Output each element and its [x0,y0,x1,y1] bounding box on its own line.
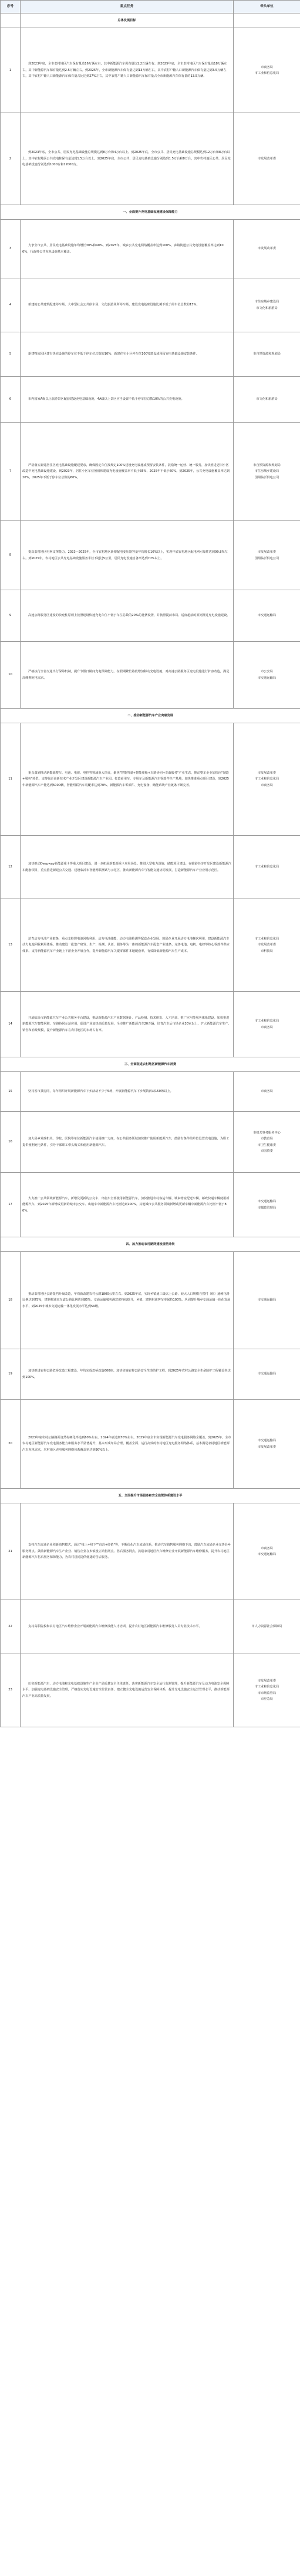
lead-departments [234,377,300,423]
lead-department: 市交通运输局 [257,614,277,618]
table-row [1,1503,300,1600]
lead-department: 市住房城乡建设局 [254,300,279,304]
row-number: 6 [1,377,21,423]
lead-departments [234,1600,300,1653]
lead-department: 市应急局 [261,1697,273,1701]
lead-department: 市文化和旅游局 [256,397,278,401]
lead-departments [234,836,300,899]
lead-departments [234,1173,300,1237]
header-task: 重点任务 [21,1,234,13]
lead-departments [234,992,300,1057]
table-body [1,13,300,1727]
lead-departments [234,1112,300,1173]
section-title: 五、全面提升市场服务和安全监管体系建设水平 [1,1489,300,1503]
row-number: 1 [1,28,21,113]
row-number: 22 [1,1600,21,1653]
task-text: 严格落实新建居住区充电基础设施配建要求，确保固定车位按规定100%建设充电设施或预留安装条件，鼓励统一运营、统一服务，加快推进老旧小区改造中充电基础设施建设，到2023年，居住小区车位预留和建设充电设施覆盖率不低于35%，2025年不低于60%。到2025年，公共充电设施覆盖率达到20%，2025年不低于停车位总数的60%。 [21,423,234,521]
task-text: 支持汽车流通企业创新销售模式，通过"线上+线下""直营+经销"等，不断优化汽车流通体系，推动汽车销售服务网络下沉，鼓励汽车流通企业完善县乡服务网点。鼓励新能源汽车生产企业、销售企业在乡镇设立销售网点、售后服务网点，鼓励农村地区汽车维修企业开展新能源汽车维修服务，提升农村地区新能源汽车售后服务保障能力，为农村居民提供便捷的售后服务。 [21,1503,234,1600]
lead-department: 市发展改革委 [257,771,277,775]
task-text: 加大县乡党政机关、学校、医院等单位新能源汽车使用推广力度，在公共服务领域加快推广使用新能源汽车，鼓励有条件的单位设置充电设施，为职工提供便利充电条件，引导干部职工带头购买和使用新能源汽车。 [21,1112,234,1173]
row-number: 12 [1,836,21,899]
table-row [1,377,300,423]
lead-department: 市交通运输局 [257,1553,277,1556]
row-number: 23 [1,1653,21,1727]
table-row [1,28,300,113]
lead-department: 市发展改革委 [257,1445,277,1449]
lead-departments [234,1653,300,1727]
table-row [1,332,300,377]
row-number: 4 [1,278,21,332]
table-row [1,1173,300,1237]
table-row [1,521,300,590]
lead-department: 市商务局 [261,65,273,69]
table-row [1,1072,300,1112]
lead-departments [234,220,300,278]
row-number: 16 [1,1112,21,1173]
table-row [1,1400,300,1489]
table-row [1,992,300,1057]
task-text: 到2023年底，全市公共、居民充电基础设施总规模达到8万台和4万台以上。到2025年底，全市公共、居民充电基础设施总规模达到12万台和8万台以上，其中农村地区公共充电桩保有量达到1.5万台以上。到2025年底，全市公共、居民充电基础设施分别达到1.5万台和8万台，其中农村地区公共、居民充电基础设施分别达到1000台和12000台。 [21,113,234,205]
section-title-row [1,1057,300,1072]
lead-department: 市科技局 [261,949,273,953]
table-header-row [1,1,300,13]
lead-departments [234,1252,300,1349]
table-row [1,1349,300,1400]
lead-departments [234,423,300,521]
table-row [1,423,300,521]
lead-department: 市人力资源社会保障局 [251,1624,282,1628]
table-row [1,590,300,642]
lead-department: 市卫生健康委 [257,1143,277,1147]
header-num: 序号 [1,1,21,13]
lead-department: 市工业和信息化局 [254,1685,279,1689]
lead-department: 市商务局 [261,783,273,787]
task-text: 大力推广公共领域新能源汽车，新增及更新的公交车、出租车全部使用新能源汽车，加快推进农村客运车辆、城乡物流配送车辆、邮政快递车辆使用新能源汽车，到2025年新增或更新的城市公交车、出租车中新能源汽车比例达到100%，其他城市公共服务领域新增或更新车辆中新能源汽车比例不低于80%。 [21,1173,234,1237]
lead-departments [234,590,300,642]
task-text: 高速公路服务区建设的快充桩原则上按照建设快速充电车位不低于车位总数的20%的比例设置，并按照提前布局、适度超前的原则推进充电设施建设。 [21,590,234,642]
row-number: 20 [1,1400,21,1489]
task-text: 新建的公共建筑配建停车场、大中型社会公共停车场、文化旅游场所停车场，建设充电基础设施比例不低于停车位总数的15%。 [21,278,234,332]
lead-department: 国网临沂供电公司 [254,475,279,479]
table-row [1,642,300,709]
task-text: 推动农村地区公路提档升级改造，年均新改建农村公路1800公里左右。到2025年底，实现乡镇通三级以上公路、较大人口规模自然村（组）通硬化路比例达到75%，建制村通双车道公路比例达到85%，交通运输服务满意度持续提升，乡镇、建制村通客车率保持100%。巩固提升城乡交通运输一体化发展水平，到2025年城乡交通运输一体化发展水平达到5A级。 [21,1252,234,1349]
lead-department: 市交通运输局 [257,1439,277,1443]
lead-department: 市交通运输局 [257,676,277,680]
lead-department: 市交通运输局 [257,1298,277,1302]
lead-department: 市教育局 [261,1137,273,1141]
task-text: 支持高职院校和农村地区汽车维修企业开展新能源汽车维修技能人才培训，提升农村地区新能源汽车维修服务人员专业技术水平。 [21,1600,234,1653]
section-title: 二、推动新能源汽车产业突破发展 [1,709,300,723]
lead-department: 市商务局 [261,1025,273,1029]
lead-department: 市发展改革委 [257,550,277,554]
lead-departments [234,278,300,332]
table-row [1,1600,300,1653]
lead-departments [234,1072,300,1112]
table-row [1,278,300,332]
row-number: 2 [1,113,21,205]
lead-department: 市发展改革委 [257,247,277,251]
table-row [1,1112,300,1173]
lead-departments [234,642,300,709]
section-title: 四、加力推动农村路网建设提档升级 [1,1237,300,1252]
lead-departments [234,521,300,590]
lead-departments [234,332,300,377]
task-text: 压实新能源汽车、动力电池和充电基础设施生产企业产品质量安全主体责任，落实新能源汽车安全运行监测管理，提升新能源汽车及动力电池安全保障水平。加强充电基础设施安全管理，严格落实充电设施安全监管责任，建立健全充电设施运营安全保障体系，提升充电设施安全运营管理水平，推动新能源汽车产业高质量发展。 [21,1653,234,1727]
lead-department: 市市场监管局 [257,1691,277,1695]
lead-department: 市交通运输局 [257,1200,277,1204]
lead-departments [234,1349,300,1400]
section-title-row [1,1489,300,1503]
lead-department: 市工业和信息化局 [254,1019,279,1023]
lead-department: 市发展改革委 [257,943,277,947]
lead-department: 市商务局 [261,1090,273,1094]
goal-title-row [1,13,300,28]
lead-department: 市商务局 [261,1546,273,1550]
lead-department: 市交通运输局 [257,1372,277,1376]
row-number: 11 [1,723,21,836]
lead-department: 市工业和信息化局 [254,865,279,869]
row-number: 14 [1,992,21,1057]
lead-department: 市工业和信息化局 [254,937,279,941]
lead-department: 市国资委 [261,1149,273,1153]
task-text: 加快推动Deepway新能源重卡等重大项目建设，进一步拓展新能源重卡应用场景。推进大型电力设施、储能项目建设，在临港经济开发区建设新能源汽车配套项目，重点推进新建公共交通、建设临沂市智能网联测试与示范区，推动新能源汽车与智能交通协同发展，打造新能源汽车产业应用示范区。 [21,836,234,899]
lead-departments [234,28,300,113]
row-number: 19 [1,1349,21,1400]
task-text: 坚持省市县协同，每年组织开展新能源汽车下乡活动不少于5场，开展新能源汽车下乡展销活动150场以上。 [21,1072,234,1112]
lead-department: 市发展改革委 [257,156,277,161]
task-text: 市内国家A级以上旅游景区配套建设充电基础设施，4A级以上景区应当设置不低于停车位总数10%的公共充电设施。 [21,377,234,423]
table-row [1,836,300,899]
row-number: 15 [1,1072,21,1112]
task-text: 新建物流园区建有快充设施的停车位不低于停车位总数的10%；新建住宅小区停车位100%建设或预留充电基础设施安装条件。 [21,332,234,377]
section-title-row [1,1237,300,1252]
table-row [1,220,300,278]
section-title: 三、全面促进农村地区新能源汽车消费 [1,1057,300,1072]
table-row [1,723,300,836]
lead-departments [234,113,300,205]
row-number: 13 [1,899,21,992]
lead-departments [234,899,300,992]
row-number: 10 [1,642,21,709]
section-title: 一、全面提升充电基础设施建设保障能力 [1,205,300,220]
lead-departments [234,723,300,836]
table-row [1,1252,300,1349]
task-text: 加快推进农村公路危桥改造工程建设，年均完成危桥改造600座。加快实施农村公路安全生命防护工程，到2025年农村公路安全生命防护工程覆盖率达到100%。 [21,1349,234,1400]
row-number: 17 [1,1173,21,1237]
table-row [1,1653,300,1727]
lead-departments [234,1400,300,1489]
task-text: 2023年底农村公路路面自然村硬化率达到60%左右，2024年底达到70%左右，2025年底全市实现新能源汽车充电服务网络全覆盖。到2025年，全市农村地区新能源汽车充电服务能力和服务水平显著提升，基本形成布局合理、覆盖全面、运行高效的农村地区充电服务网络体系，基本满足农村地区新能源汽车充电需求，农村地区充电服务网络体系覆盖率达到90%以上。 [21,1400,234,1489]
lead-department: 市自然资源和规划局 [253,463,281,467]
row-number: 8 [1,521,21,590]
lead-department: 市机关事务服务中心 [253,1131,281,1135]
lead-department: 市邮政管理局 [257,1206,277,1210]
lead-department: 市公安局 [261,670,273,674]
task-text: 重点谋划推动新能源整车、电池、电驱、电控等领域重大项目，聚焦"智能驾驶+智能座舱+车路协同+车载服务"产业生态，推动整车企业加快向"制造+服务"转型。支持临沂高新技术产业开发区建设新能源汽车产业园。打造商用车、专用车及新能源汽车零部件生产基地，加快推进重点项目建设，到2025年新能源汽车产能达到5000辆，智能网联汽车装配率达到70%，新能源汽车零部件、充电设备、储能系统产业链条不断完善。 [21,723,234,836]
lead-department: 市文化和旅游局 [256,306,278,310]
section-title-row [1,709,300,723]
row-number: 9 [1,590,21,642]
table-row [1,113,300,205]
task-text: 到2023年底，全市农村地区汽车保有量达16万辆左右，其中新能源汽车保有量达1.2万辆左右；到2025年底，全市农村地区汽车保有量达18万辆左右，其中新能源汽车保有量达到2.5万辆左右。到2025年，全市新能源汽车保有量达到13万辆左右，其中农村户籍人口新能源汽车保有量达到3.5万辆左右，其中农村户籍人口新能源汽车保有量占比达到27%左右，其中农村户籍人口新能源汽车保有量占全市新能源汽车保有量的13.5万辆。 [21,28,234,113]
row-number: 21 [1,1503,21,1600]
row-number: 3 [1,220,21,278]
row-number: 5 [1,332,21,377]
header-dept: 牵头单位 [234,1,300,13]
task-text: 严格执行全省交通出行保障机制，提升节假日期间充电保障能力。在假期繁忙路段增加移动充电设施，对高速公路服务区充电设施进行扩容改造，满足高峰期充电需求。 [21,642,234,709]
task-text: 提高农村地区电网支撑能力，2023—2025年，全市农村地区新增配电变压器容量年均增长16%以上，实现年底农村地区配电网可靠性达到99.8%左右。到2025年，农村地区公共充电基础设施服务半径不超过5公里，居民充电设施自备率达到70%以上。 [21,521,234,590]
lead-department: 国网临沂供电公司 [254,556,279,560]
lead-departments [234,1503,300,1600]
table-row [1,899,300,992]
row-number: 18 [1,1252,21,1349]
goal-title: 总体发展目标 [21,13,234,28]
row-number: 7 [1,423,21,521]
lead-department: 市工业和信息化局 [254,777,279,781]
lead-department: 市自然资源和规划局 [253,352,281,356]
task-text: 培育动力电池产业链条，重点支持锂电池回收利用、动力电池储能、动力电池检测等配套企业发展。鼓励企业开展动力电池梯次利用，建设新能源汽车动力电池回收利用体系。推动建设一批集产研发、生产、检测、认证、服务等为一体的新能源汽车配套产业链条，完善电池、电机、电控等核心零部件供应体系。支持新能源汽车产业链上下游企业开展合作，提升新能源汽车关键零部件本地配套率，有效降低新能源汽车生产成本。 [21,899,234,992]
lead-department: 市住房城乡建设局 [254,469,279,474]
task-text: 开展临沂市新能源汽车产业公共服务平台建设，推动新能源汽车产业数据统计、产品检测、技术研发、人才培训、推广应用等服务体系建设。加快推进新能源汽车智能网联、车路协同示范应用，促进产业加快高质量发展，全市推广新能源汽车20万辆，培育汽车后市场企业30家以上，扩大新能源汽车生产、销售和消费规模，提升新能源汽车在农村地区的市场占有率。 [21,992,234,1057]
lead-department: 市工业和信息化局 [254,72,279,75]
lead-department: 市发展改革委 [257,1679,277,1683]
task-text: 力争全市公共、居民充电基础设施年均增长30%和40%。到2025年，城乡公共充电网络覆盖率达到100%，乡镇街道公共充电设施覆盖率达到100%，行政村公共充电设施基本覆盖。 [21,220,234,278]
section-title-row [1,205,300,220]
